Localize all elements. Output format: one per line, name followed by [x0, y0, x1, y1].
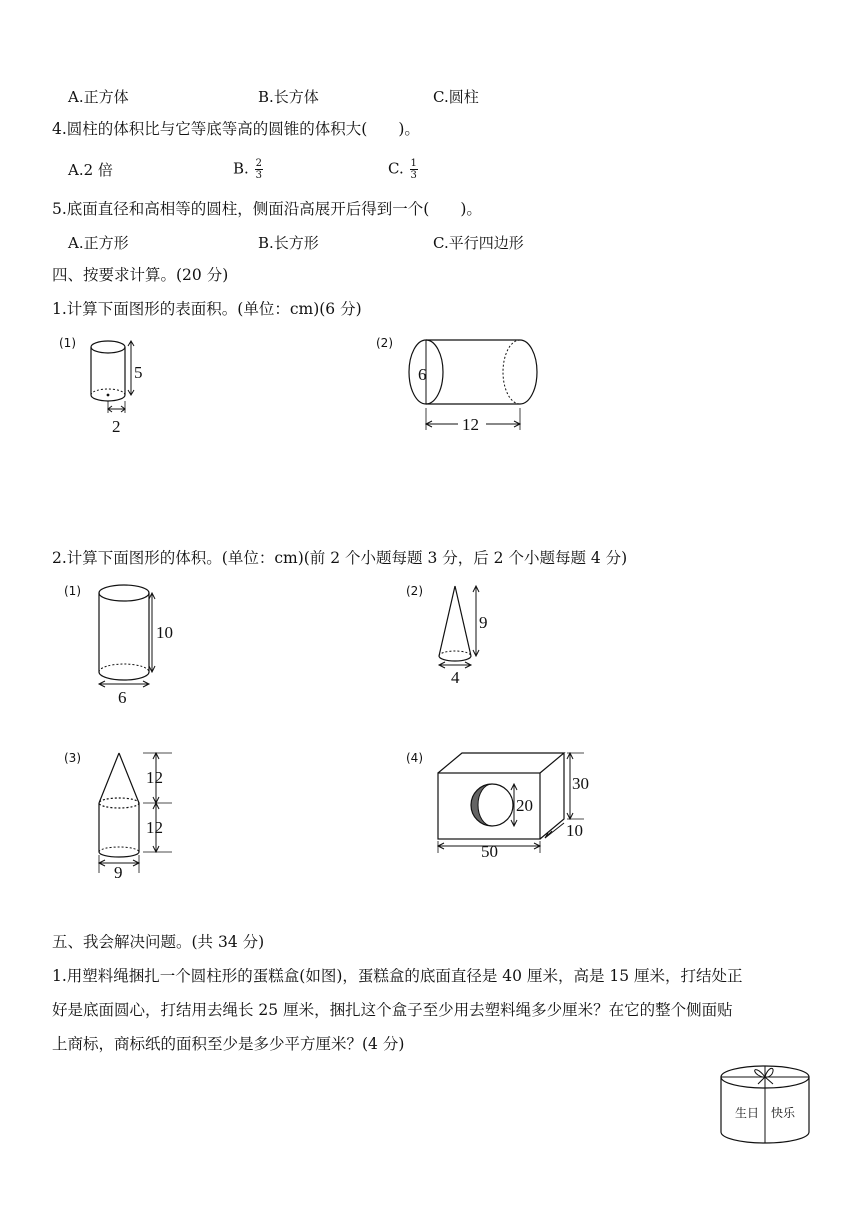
figure-tag: (3) [64, 751, 81, 765]
figure-box-with-hole [400, 745, 600, 860]
q4-option-b-prefix: B. [233, 159, 249, 178]
figure-tall-cylinder [60, 580, 190, 710]
fraction-denominator: 3 [410, 170, 417, 181]
diameter-label: 4 [451, 668, 460, 687]
figure-tag: (1) [64, 584, 81, 598]
q3-option-c: C.圆柱 [433, 88, 479, 106]
figure-tag: (1) [59, 336, 76, 350]
cake-label-left: 生日 [735, 1106, 760, 1120]
figure-cake-box [718, 1060, 818, 1150]
height-label: 9 [479, 613, 488, 632]
figure-tag: (4) [406, 751, 423, 765]
section5-q1-line1: 1.用塑料绳捆扎一个圆柱形的蛋糕盒(如图)，蛋糕盒的底面直径是 40 厘米，高是 15 厘米，打结处正 [52, 967, 743, 985]
fraction-two-thirds [255, 158, 263, 181]
cake-label-right: 快乐 [771, 1106, 796, 1120]
box-height-label: 30 [572, 774, 589, 793]
q3-option-a: A.正方体 [68, 88, 129, 106]
q4-option-c [388, 158, 418, 181]
section4-title: 四、按要求计算。(20 分) [52, 266, 229, 284]
box-length-label: 50 [481, 842, 498, 860]
diameter-label: 6 [418, 365, 427, 384]
figure-cone [400, 578, 510, 693]
cylinder-height-label: 12 [146, 818, 163, 837]
cone-height-label: 12 [146, 768, 163, 787]
diameter-label: 9 [114, 863, 123, 880]
figure-horizontal-cylinder [370, 330, 550, 440]
q4-option-c-prefix: C. [388, 159, 404, 178]
fraction-denominator: 3 [255, 170, 262, 181]
fraction-numerator: 1 [410, 158, 417, 169]
section4-problem1: 1.计算下面图形的表面积。(单位：cm)(6 分) [52, 300, 362, 318]
q4-option-b [233, 158, 263, 181]
height-label: 10 [156, 623, 173, 642]
section5-q1-line3: 上商标，商标纸的面积至少是多少平方厘米？(4 分) [52, 1035, 405, 1053]
section5-q1-line2: 好是底面圆心，打结用去绳长 25 厘米，捆扎这个盒子至少用去塑料绳多少厘米？在它的整个侧面贴 [52, 1001, 733, 1019]
q3-option-b: B.长方体 [258, 88, 319, 106]
q5-option-c: C.平行四边形 [433, 234, 524, 252]
q5-option-b: B.长方形 [258, 234, 319, 252]
figure-small-cylinder [55, 330, 165, 440]
figure-cone-on-cylinder [60, 745, 190, 880]
q5-question: 5.底面直径和高相等的圆柱，侧面沿高展开后得到一个( )。 [52, 200, 482, 218]
figure-tag: (2) [376, 336, 393, 350]
section4-problem2: 2.计算下面图形的体积。(单位：cm)(前 2 个小题每题 3 分，后 2 个小题每题 4 分) [52, 549, 628, 567]
figure-tag: (2) [406, 584, 423, 598]
diameter-label: 2 [112, 417, 121, 436]
length-label: 12 [462, 415, 479, 434]
q4-option-a: A.2 倍 [68, 161, 113, 179]
fraction-one-third [410, 158, 418, 181]
fraction-numerator: 2 [255, 158, 262, 169]
q4-question: 4.圆柱的体积比与它等底等高的圆锥的体积大( )。 [52, 120, 420, 138]
box-depth-label: 10 [566, 821, 583, 840]
diameter-label: 6 [118, 688, 127, 707]
section5-title: 五、我会解决问题。(共 34 分) [52, 933, 265, 951]
q5-option-a: A.正方形 [68, 234, 129, 252]
height-label: 5 [134, 363, 143, 382]
hole-diameter-label: 20 [516, 796, 533, 815]
